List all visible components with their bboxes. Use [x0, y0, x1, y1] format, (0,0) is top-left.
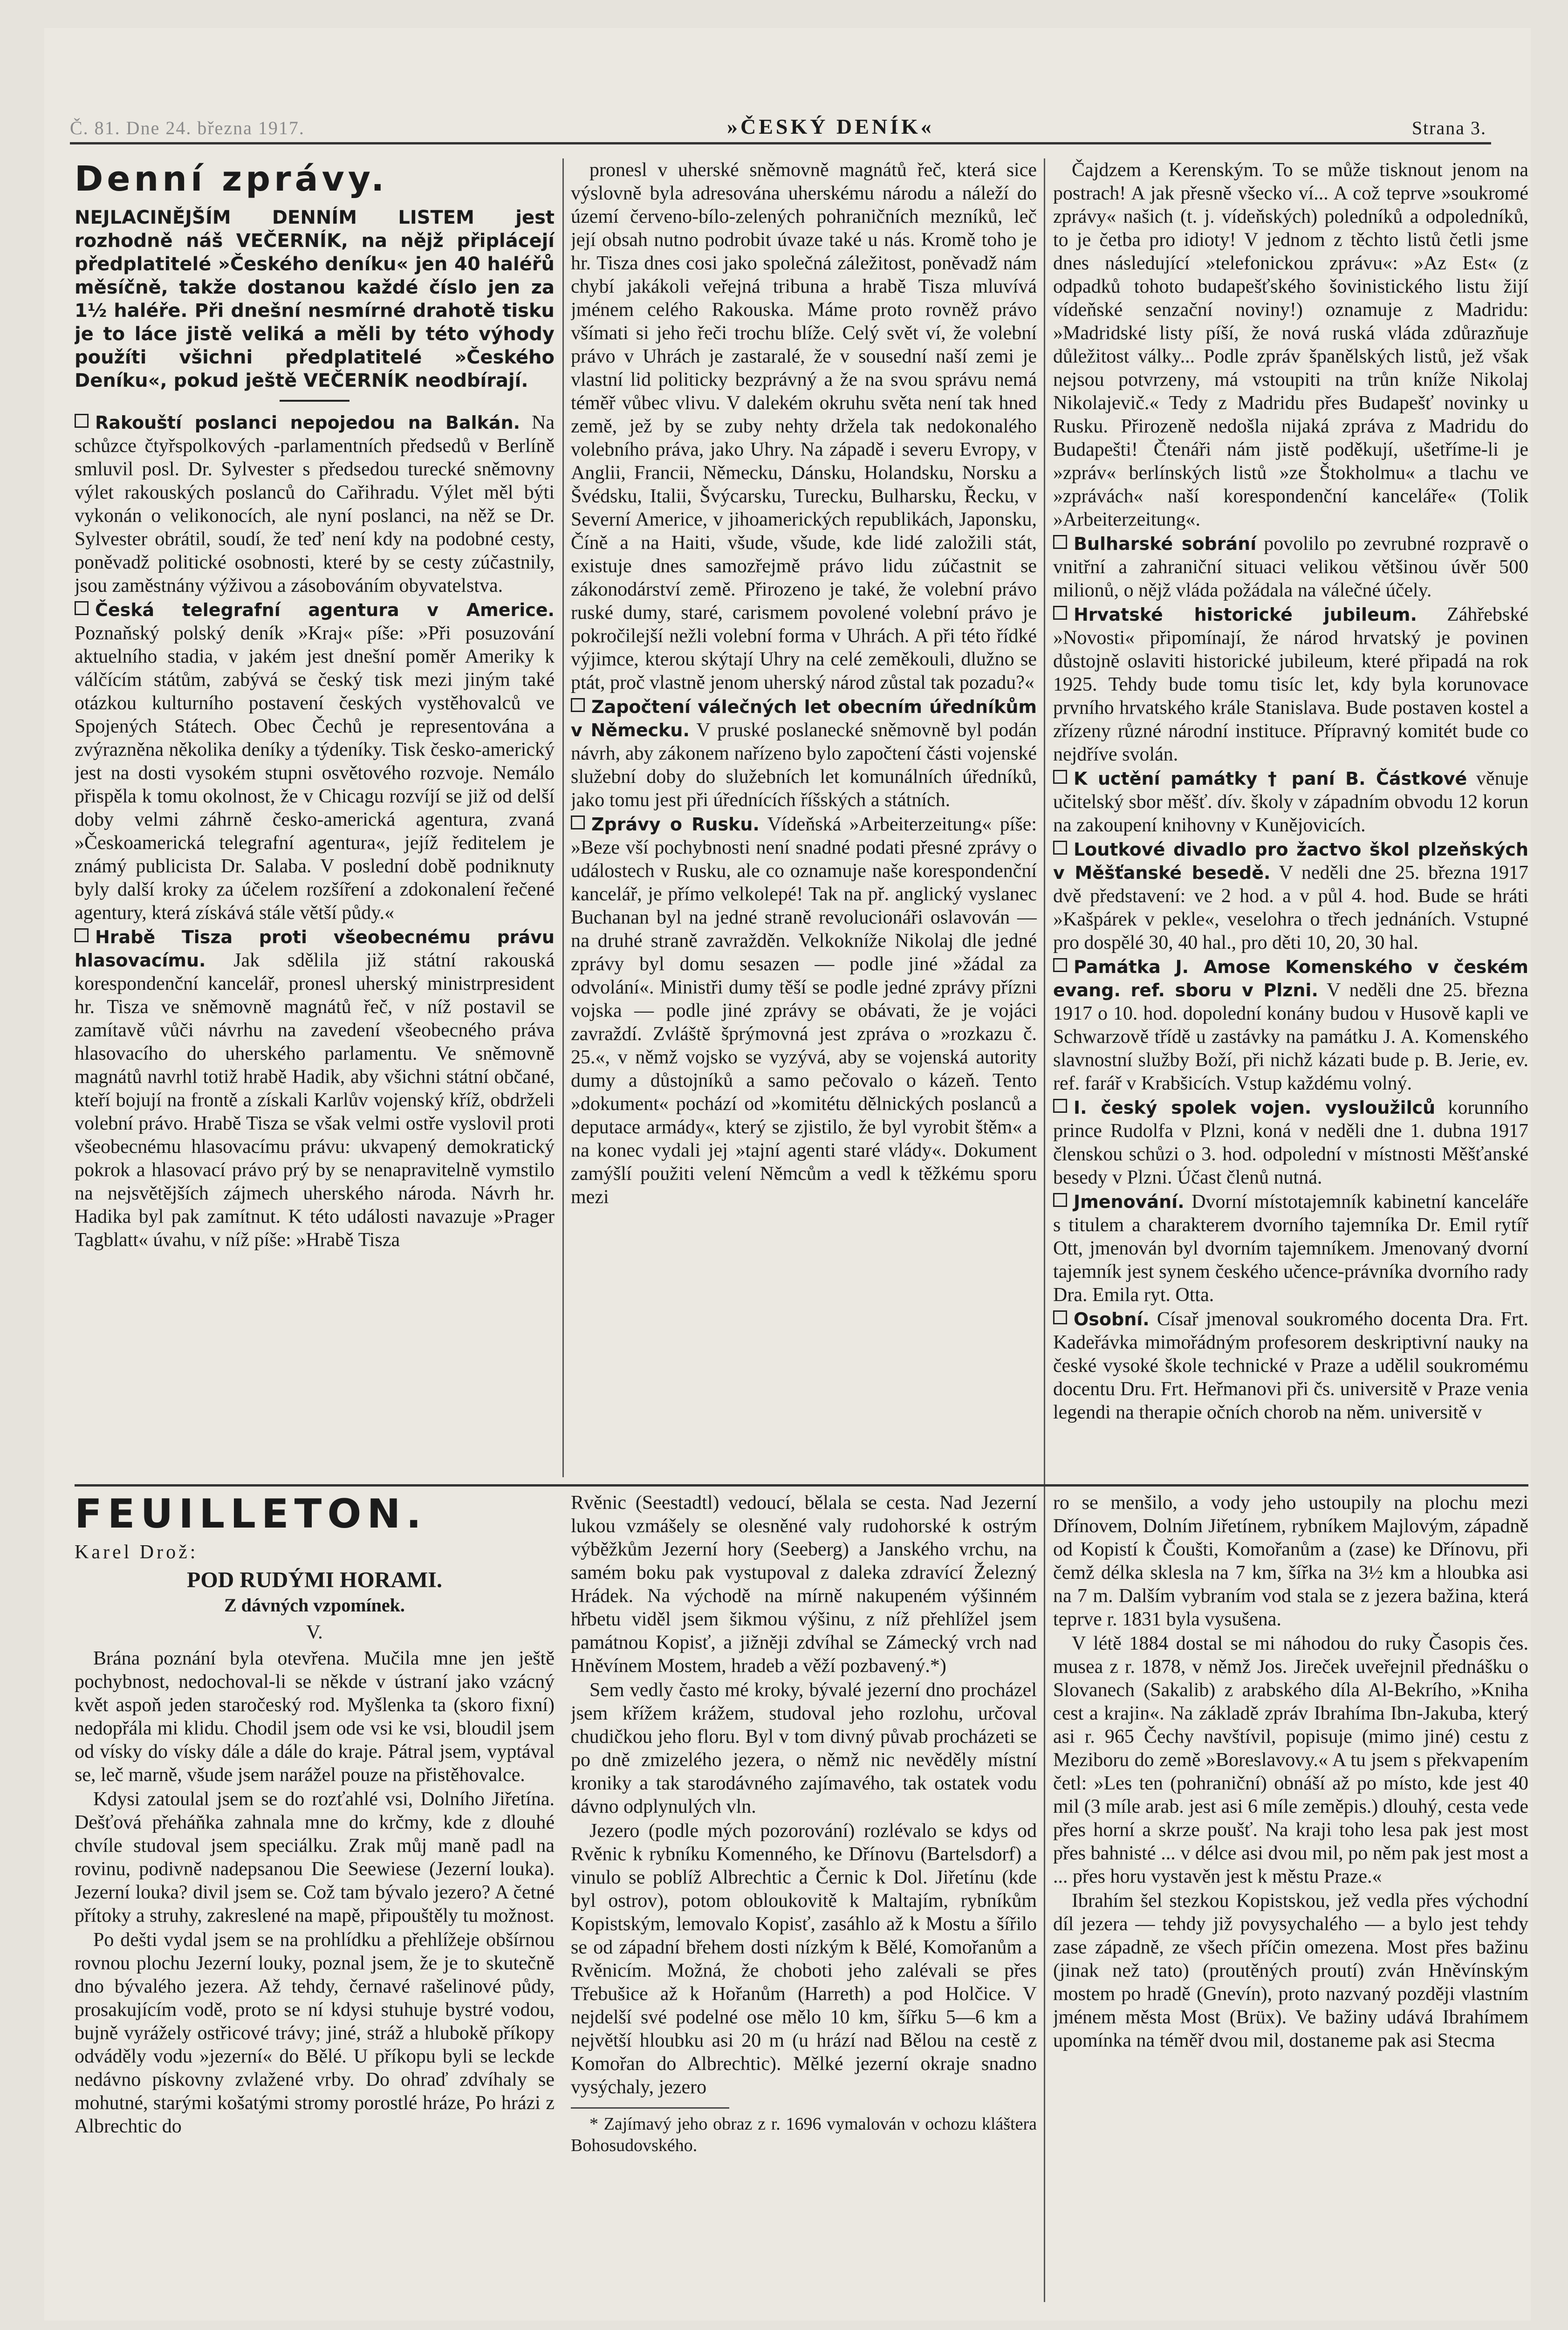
news-item	[75, 925, 555, 1252]
story-subtitle: Z dávných vzpomínek.	[224, 1595, 405, 1616]
news-text: Císař jmenoval soukromého docenta Dra. Frt. Kadeřávka mimořádným profesorem deskriptivní nauky na české vysoké škole technické v Praze a udělil soukromému docentu Dru. Frt. Heřmanovi při čs. universitě v Praze venia legendi na therapie očních chorob na něm. universitě v	[1053, 1309, 1528, 1423]
news-item	[571, 695, 1037, 812]
bullet-box-icon	[1053, 958, 1067, 972]
story-paragraph: Po dešti vydal jsem se na prohlídku a přehlížeje obšírnou rovnou plochu Jezerní louky, poznal jsem, že je to skutečně dno bývalého jezera. Až tehdy, černavé rašelinové půdy, prosakujícím vodě, proto se ní kdysi stuhuje bystré vodou, bujně vyrážely ostřicové trávy; jiné, stráž a hlubokě příkopy odváděly vodu »jezerní« do Bělé. U příkopu byli se leckde nedávno pískovny zvlažené vrby. Do ohraď zdvíhaly se mohutné, starými košatými stromy porostlé hráze, Po hrázi z Albrechtic do	[75, 1929, 555, 2137]
story-paragraph: Sem vedly často mé kroky, bývalé jezerní dno procházel jsem křížem krážem, studoval jeho rozlohu, určoval chudičkou jeho floru. Byl v tom divný půvab procházeti se po dně zmizelého jezera, o němž nic nevěděly místní kroniky a tak starodávného zajímavého, tak ostatek vodu dávno odplynulých vln.	[571, 1679, 1037, 1817]
news-headline: Jmenování.	[1074, 1192, 1185, 1212]
news-item	[75, 411, 555, 597]
news-item	[1053, 1096, 1528, 1189]
news-item	[1053, 603, 1528, 766]
news-item	[1053, 532, 1528, 602]
feuilleton-author: Karel Drož:	[75, 1542, 199, 1563]
news-headline: Česká telegrafní agentura v Americe.	[95, 600, 555, 620]
news-headline: Památka J. Amose Komenského v českém evang. ref. sboru v Plzni.	[1053, 957, 1528, 1001]
story-paragraph: Jezero (podle mých pozorování) rozlévalo se kdys od Rvěnic k rybníku Komenného, ke Dřínovu (Bartelsdorf) a vinulo se poblíž Albrechtic a Černic k Dol. Jiřetínu (kde byl ostrov), potom obloukovitě k Maltajím, rybníkům Kopistským, lemovalo Kopisť, zasáhlo až k Mostu a šířilo se od západní břehem dosti nízkým k Bělé, Komořanům a Rvěnicím. Možná, že choboti jeho zalévali se přes Třebušice až k Hořanům (Harreth) a pod Holčice. V nejdelší své podelné ose mělo 10 km, šířku 5—6 km a největší hloubku asi 20 m (u hrází nad Bělou na cestě z Komořan do Albrechtic). Mělké jezerní okraje snadno vysýchaly, jezero	[571, 1820, 1037, 2098]
news-item	[1053, 1190, 1528, 1307]
news-text: Vídeňská »Arbeiterzeitung« píše: »Beze vší pochybnosti není snadné podati přesné zprávy o událostech v Rusku, ale co oznamuje naše korespondenční kancelář, je přímo velkolepé! Tak na př. anglický vyslanec Buchanan byl na jedné straně revolucionáři oslavován — na druhé straně zavražděn. Velkokníže Nikolaj dle jedné zprávy byl domu sesazen — podle jiné »žádal za odvolání«. Ministři dumy těší se podle jedné zprávy přízni vojska — podle jiné zprávy se obávati, že je vojáci zavraždí. Zvláště šprýmovná jest zpráva o »rozkazu č. 25.«, v němž vojsko se vyzývá, aby se vojenská autority dumy a důstojníků a samo pečovalo o kázeň. Tento »dokument« pochází od »komitétu dělnických poslanců a deputace armády«, který se zjistilo, že byl vyrobit štěm« a na konec vydali jej »tajní agenti staré vlády«. Dokument zamýšlí použiti velení Němcům a vedl k těžkému sporu mezi	[571, 814, 1037, 1208]
feuilleton-column-1	[75, 1491, 555, 2302]
news-text: korunního prince Rudolfa v Plzni, koná v neděli dne 1. dubna 1917 členskou schůzi o 3. hod. odpolední v místnosti Měšťanské besedy v Plzni. Účast členů nutná.	[1053, 1097, 1528, 1188]
news-headline: I. český spolek vojen. vysloužilců	[1074, 1097, 1436, 1118]
news-item	[75, 598, 555, 925]
newspaper-name: »ČESKÝ DENÍK«	[727, 115, 934, 138]
story-paragraph: Kdysi zatoulal jsem se do rozťahlé vsi, Dolního Jiřetína. Dešťová přeháňka zahnala mne do krčmy, kde z dlouhé chvíle studoval jsem speciálku. Zrak můj maně padl na rovinu, podivně nadepsanou Die Seewiese (Jezerní louka). Jezerní louka? divil jsem se. Což tam bývalo jezero? A četné přítoky a struhy, zakreslené na mapě, připouštěly tu možnost.	[75, 1789, 555, 1926]
footnote: * Zajímavý jeho obraz z r. 1696 vymalován v ochozu kláštera Bohosudovského.	[571, 2114, 1037, 2155]
news-headline: Bulharské sobrání	[1074, 534, 1257, 554]
news-headline: K uctění památky † paní B. Částkové	[1074, 768, 1467, 789]
feuilleton-rule	[75, 1484, 1528, 1487]
story-paragraph: V létě 1884 dostal se mi náhodou do ruky Časopis čes. musea z r. 1878, v němž Jos. Jireček uveřejnil přednášku o Slovanech (Sakalib) z arabského díla Al-Bekrího, »Kniha cest a krajin«. Na základě zpráv Ibrahíma Ibn-Jakuba, který asi r. 965 Čechy navštívil, popisuje (mimo jiné) cestu z Meziboru do země »Boreslavovy.« A tu jsem s překvapením četl: »Les ten (pohraniční) obnáší až po místo, kde jest 40 mil (3 míle arab. jest asi 6 míle zeměpis.) dlouhý, cesta vede přes horní a skrze poušť. Na kraji toho lesa pak jest most přes bahnisté ... v délce asi dvou mil, po něm pak jest most a ... přes horu vystavěn jest k městu Praze.«	[1053, 1633, 1528, 1887]
bullet-box-icon	[1053, 535, 1067, 549]
page-header	[70, 114, 1491, 144]
news-headline: Rakouští poslanci nepojedou na Balkán.	[95, 412, 520, 433]
news-item	[1053, 767, 1528, 837]
story-paragraph: ro se menšilo, a vody jeho ustoupily na plochu mezi Dřínovem, Dolním Jiřetínem, rybníkem Majlovým, západně od Kopistí k Čoušti, Komořanům a (zase) ke Dřínovu, při čemž délka sklesla na 7 km, šířka na 3½ km a hloubka asi na 7 m. Dalším vybraním vod stala se z jezera bažina, která teprve r. 1831 byla vysušena.	[1053, 1492, 1528, 1630]
news-text: Záhřebské »Novosti« připomínají, že národ hrvatský je povinen důstojně oslaviti historické jubileum, které připadá na rok 1925. Tehdy bude tomu tisíc let, kdy byla korunovace prvního hrvatského krále Stanislava. Bude postaven kostel a zřízeny různé národní instituce. Přípravný komitét bude co nejdříve svolán.	[1053, 604, 1528, 765]
article-paragraph: pronesl v uherské sněmovně magnátů řeč, která sice výslovně byla adresována uherskému národu a náleží do území červeno-bílo-zelených pohraničních mezníků, leč její obsah nutno podrobit úvaze také u nás. Kromě toho je hr. Tisza dnes cosi jako společná záležitost, poněvadž nám chybí jakákoli veřejná tribuna a hrabě Tisza mluvívá jménem celého Rakouska. Máme proto rovněž právo všímati si jeho řeči trochu blíže. Celý svět ví, že volební právo v Uhrách je zastaralé, že v sousední naší zemi je vlastní lid politicky bezprávný a že na svou správu nemá téměř vůbec vlivu. V dalekém okruhu světa není tak hned země, jež by se zuby nehty držela tak nedokonalého volebního práva, jako Uhry. Na západě i severu Evropy, v Anglii, Francii, Německu, Dánsku, Holandsku, Norsku a Švédsku, Italii, Švýcarsku, Turecku, Bulharsku, Řecku, v Severní Americe, v jihoamerických republikách, Japonsku, Číně a na Haiti, všude, všude, kde lidé založili stát, existuje dnes samozřejmě právo lidu zúčastnit se zákonodárství země. Přirozeno je také, že volební právo ruské dumy, staré, carismem povolené volební právo je pokročilejší nežli volební forma v Uhrách. A při této řídké výjimce, kterou skýtají Uhry na celé zeměkouli, dlužno se ptát, proč vlastně jenom uherský národ zůstal tak pozadu?«	[571, 159, 1037, 693]
news-text: Dvorní místotajemník kabinetní kanceláře s titulem a charakterem dvorního tajemníka Dr. Emil rytíř Ott, jmenován byl dvorním tajemníkem. Jmenovaný dvorní tajemník jest synem českého učence-právníka dvorního rady Dra. Emila ryt. Otta.	[1053, 1191, 1528, 1306]
footnote-rule	[571, 2107, 729, 2113]
story-paragraph: Brána poznání byla otevřena. Mučila mne jen ještě pochybnost, nedochoval-li se někde v ústraní jako vzácný květ aspoň jeden staročeský rod. Myšlenka ta (skoro fixní) nedopřála mi klidu. Chodil jsem ode vsi ke vsi, bloudil jsem od vísky do vísky dále a dále do kraje. Pátral jsem, vyptával se, leč marně, všude jsem narážel pouze na přistěhovalce.	[75, 1648, 555, 1786]
news-headline: Hrabě Tisza proti všeobecnému právu hlasovacímu.	[75, 927, 555, 971]
news-text: V neděli dne 25. března 1917 o 10. hod. dopolední konány budou v Husově kapli ve Schwarzově třídě u zastávky na památku J. A. Komenského slavnostní služby Boží, při nichž kázati bude p. B. Jerie, ev. ref. farář v Krabšicích. Vstup každému volný.	[1053, 980, 1528, 1094]
news-text: povolilo po zevrubné rozpravě o vnitřní a zahraniční situaci velikou většinou úvěr 500 milionů, o nějž vláda požádala na válečné účely.	[1053, 533, 1528, 601]
bullet-box-icon	[75, 601, 89, 615]
column-divider	[562, 158, 564, 1477]
lead-paragraph: NEJLACINĚJŠÍM DENNÍM LISTEM jest rozhodně náš VEČERNÍK, na nějž připlácejí předplatitelé »Českého deníku« jen 40 haléřů měsíčně, takže dostanou každé číslo jen za 1½ haléře. Při dnešní nesmírné drahotě tisku je to láce jistě veliká a měli by této výhody použíti všichni předplatitelé »Českého Deníku«, pokud ještě VEČERNÍK neodbírají.	[75, 207, 555, 391]
news-item	[1053, 838, 1528, 954]
news-item	[571, 813, 1037, 1209]
bullet-box-icon	[1053, 841, 1067, 855]
bullet-box-icon	[571, 698, 585, 712]
bullet-box-icon	[75, 414, 89, 428]
feuilleton-title: FEUILLETON.	[75, 1491, 427, 1537]
news-text: V neděli dne 25. března 1917 dvě představení: ve 2 hod. a v půl 4. hod. Bude se hráti »Kašpárek v pekle«, veselohra o třech jednáních. Vstupné pro dospělé 30, 40 hal., pro děti 10, 20, 30 hal.	[1053, 862, 1528, 953]
feuilleton-column-2	[571, 1491, 1037, 2302]
column-2	[571, 158, 1037, 1477]
news-headline: Zprávy o Rusku.	[591, 814, 760, 835]
bullet-box-icon	[571, 816, 585, 829]
feuilleton-column-3	[1053, 1491, 1528, 2302]
page-number: Strana 3.	[1411, 117, 1486, 138]
news-text: Poznaňský polský deník »Kraj« píše: »Při posuzování aktuelního stadia, v jakém jest dnešní poměr Ameriky k válčícím státům, zabývá se český tisk mezi jiným také otázkou kulturního postavení českých vystěhovalců ve Spojených Státech. Obec Čechů je representována a zvýrazněna několika deníky a týdeníky. Tisk česko-americký jest na dosti vysokém stupni osvětového rozvoje. Nemálo přispěla k tomu okolnost, že v Chicagu rozvíjí se již od delší doby velmi záhrně česko-americká agentura, zvaná »Českoamerická telegrafní agentura«, jejíž ředitelem je známý publicista Dr. Salaba. V poslední době podniknuty byly další kroky za účelem rozšíření a zdokonalení řečené agentury, která získává stále větší půdy.«	[75, 623, 555, 924]
news-text: Na schůzce čtyřspolkových -parlamentních předsedů v Berlíně smluvil posl. Dr. Sylvester s předsedou turecké sněmovny výlet rakouských poslanců do Cařihradu. Výlet měl býti vykonán o velikonocích, ale nyní poslanci, na něž se Dr. Sylvester obrátil, soudí, že teď není kdy na podobné cesty, poněvadž politické osobnosti, které by se cesty zúčastnily, jsou zaměstnány výživou a zásobováním obyvatelstva.	[75, 412, 555, 596]
news-headline: Hrvatské historické jubileum.	[1074, 604, 1417, 625]
story-title: POD RUDÝMI HORAMI.	[187, 1568, 442, 1592]
bullet-box-icon	[1053, 606, 1067, 620]
bullet-box-icon	[1053, 1193, 1067, 1207]
section-title-denni-zpravy: Denní zprávy.	[75, 159, 388, 199]
bullet-box-icon	[1053, 770, 1067, 784]
issue-date: Č. 81. Dne 24. března 1917.	[70, 117, 305, 138]
bullet-box-icon	[75, 928, 89, 942]
chapter-number: V.	[306, 1622, 323, 1643]
bullet-box-icon	[1053, 1310, 1067, 1324]
column-1	[75, 158, 555, 1477]
story-paragraph: Ibrahím šel stezkou Kopistskou, jež vedla přes východní díl jezera — tehdy již povysychalého — a bylo jest tehdy zase západně, ze všech příčin omezena. Most přes bažinu (jinak než tato) (proutěných proutí) zván Hněvínským mostem po hradě (Gnevín), proto nazvaný později vlastním jménem města Most (Brüx). Ve bažiny udává Ibrahímem upomínka na téměř dvou mil, dostaneme pak asi Stecma	[1053, 1890, 1528, 2051]
column-3	[1053, 158, 1528, 1477]
story-paragraph: Rvěnic (Seestadtl) vedoucí, bělala se cesta. Nad Jezerní lukou vzmášely se olesněné valy rudohorské k ostrým výběžkům Jezerní hory (Seeberg) a Janského vrchu, na samém boku pak vystupoval z daleka zdravící Železný Hrádek. Na východě na mírně nakupeném výšinném hřbetu viděl jsem šikmou výšinu, z níž přehlížel jsem památnou Kopisť, a jižněji zdvíhal se Zámecký vrch nad Hněvínem Mostem, hradeb a věží pozbavený.*)	[571, 1492, 1037, 1677]
column-divider	[1044, 158, 1045, 2302]
news-text: věnuje učitelský sbor měšť. dív. školy v západním obvodu 12 korun na zakoupení knihovny v Kunějovicích.	[1053, 768, 1528, 836]
news-headline: Loutkové divadlo pro žactvo škol plzeňských v Měšťanské besedě.	[1053, 839, 1528, 883]
news-headline: Započtení válečných let obecním úředníkům v Německu.	[571, 697, 1037, 740]
article-paragraph: Čajdzem a Kerenským. To se může tisknout jenom na postrach! A jak přesně všecko ví... A což teprve »soukromé zprávy« našich (t. j. vídeňských) poledníků a odpoledníků, to je četba pro idioty! V jednom z těchto listů četli jsme dnes následující »telefonickou zprávu«: »Az Est« (z odpadků tohoto budapešťského šovinistického listu žijí vídeňské senzační noviny!) oznamuje z Madridu: »Madridské listy píší, že nová ruská vláda zdůrazňuje důležitost války... Podle zpráv španělských listů, jež však nejsou potvrzeny, má vstoupiti na trůn kníže Nikolaj Nikolajevič.« Tedy z Madridu přes Budapešť novinky u Rusku. Přirozeně nedošla nijaká zpráva z Madridu do Budapešti! Čtenáři nám jistě poděkují, ušetříme-li je »zpráv« berlínských listů »ze Štokholmu« a tlachu ve »zprávách« naší korespondenční kanceláře« (Tolik »Arbeiterzeitung«.	[1053, 159, 1528, 530]
news-text: V pruské poslanecké sněmovně byl podán návrh, aby zákonem nařízeno bylo započtení části vojenské služební doby do služebních let komunálních úředníků, jako tomu jest při úřednících říšských a státních.	[571, 720, 1037, 811]
news-item	[1053, 1308, 1528, 1424]
news-headline: Osobní.	[1074, 1309, 1150, 1329]
news-text: Jak sdělila již státní rakouská korespondenční kancelář, pronesl uherský ministrpresident hr. Tisza ve sněmovně magnátů řeč, v níž postavil se zamítavě vůči návrhu na zavedení všeobecného práva hlasovacího do uherského parlamentu. Ve sněmovně magnátů navrhl totiž hrabě Hadik, aby všichni státní občané, kteří bojují na frontě a získali Karlův vojenský kříž, obdrželi volební právo. Hrabě Tisza se však velmi ostře vyslovil proti všeobecnému hlasovacímu právu: ukvapený demokratický pokrok a hlasovací právo prý by se nenapravitelně vymstilo na nejsvětějších zájmech uherského národa. Návrh hr. Hadika byl pak zamítnut. K této události navazuje »Prager Tagblatt« úvahu, v níž píše: »Hrabě Tisza	[75, 950, 555, 1251]
bullet-box-icon	[1053, 1099, 1067, 1113]
news-item	[1053, 955, 1528, 1095]
short-divider	[280, 400, 349, 402]
